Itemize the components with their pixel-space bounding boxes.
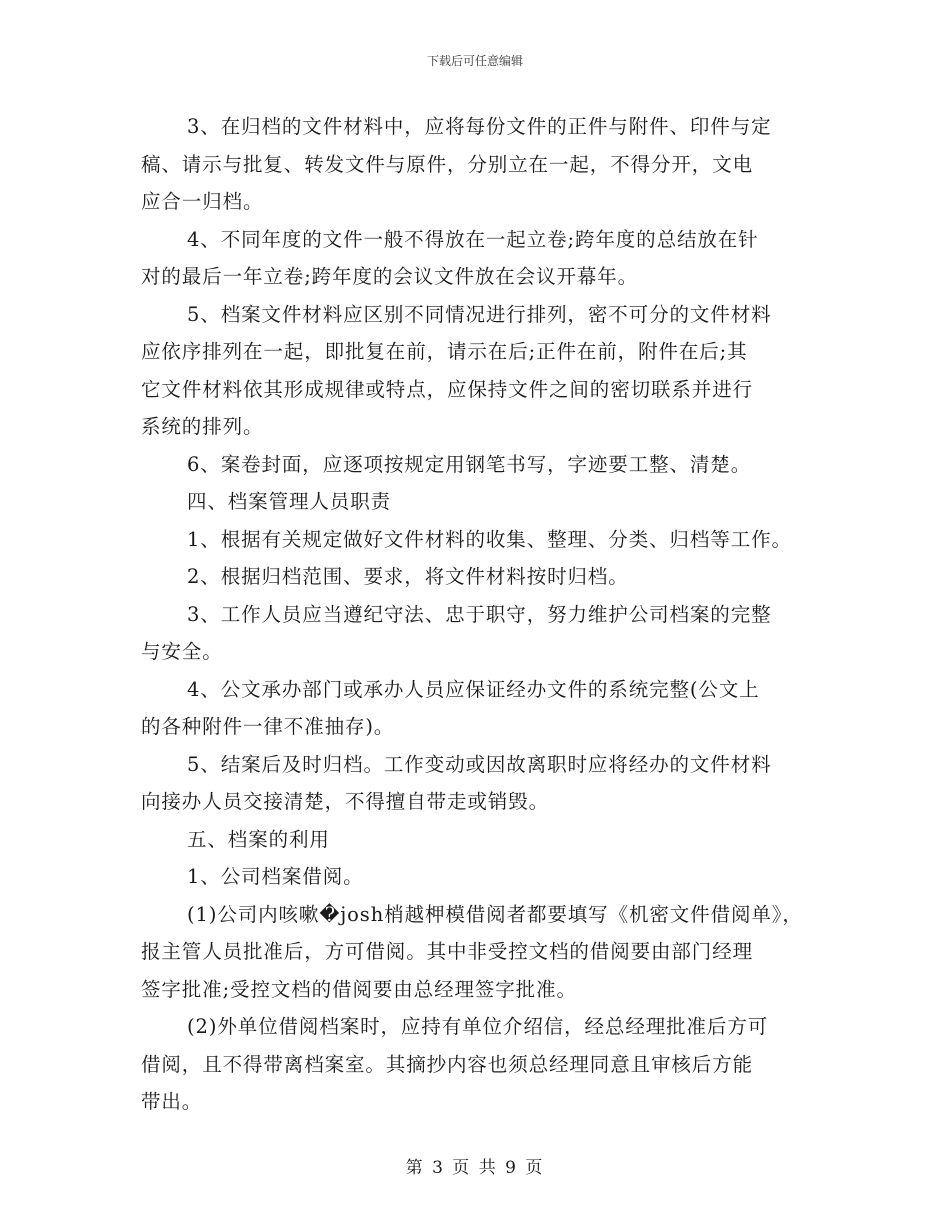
- paragraph: [141, 558, 821, 596]
- document-body: [141, 108, 821, 1121]
- paragraph: [141, 446, 821, 484]
- paragraph-first-line: 2、根据归档范围、要求，将文件材料按时归档。: [187, 565, 629, 588]
- paragraph-first-line: 四、档案管理人员职责: [187, 490, 392, 513]
- paragraph-line: 的各种附件一律不准抽存)。: [141, 715, 395, 738]
- paragraph: [141, 108, 821, 221]
- paragraph-first-line: 3、在归档的文件材料中，应将每份文件的正件与附件、印件与定: [187, 115, 772, 138]
- paragraph-line: 它文件材料依其形成规律或特点，应保持文件之间的密切联系并进行: [141, 377, 754, 401]
- page-header: 下载后可任意编辑: [426, 54, 523, 68]
- paragraph-line: 与安全。: [141, 640, 223, 663]
- paragraph-line: 对的最后一年立卷;跨年度的会议文件放在会议开幕年。: [141, 265, 639, 288]
- paragraph-first-line: 5、档案文件材料应区别不同情况进行排列，密不可分的文件材料: [187, 302, 772, 326]
- paragraph-first-line: 4、不同年度的文件一般不得放在一起立卷;跨年度的总结放在针: [187, 227, 759, 251]
- paragraph-line: 系统的排列。: [141, 415, 264, 438]
- paragraph: [141, 671, 821, 746]
- paragraph-first-line: 4、公文承办部门或承办人员应保证经办文件的系统完整(公文上: [187, 677, 760, 701]
- paragraph: [141, 296, 821, 446]
- paragraph-line: 带出。: [141, 1090, 203, 1113]
- paragraph-first-line: 6、案卷封面，应逐项按规定用钢笔书写，字迹要工整、清楚。: [187, 452, 752, 476]
- paragraph-line: 借阅，且不得带离档案室。其摘抄内容也须总经理同意且审核后方能: [141, 1052, 754, 1076]
- paragraph: [141, 483, 821, 521]
- paragraph-first-line: 1、公司档案借阅。: [187, 865, 364, 888]
- paragraph: [141, 1008, 821, 1121]
- paragraph: [141, 858, 821, 896]
- paragraph-first-line: 3、工作人员应当遵纪守法、忠于职守，努力维护公司档案的完整: [187, 602, 772, 626]
- paragraph-first-line: 1、根据有关规定做好文件材料的收集、整理、分类、归档等工作。: [187, 527, 792, 551]
- page-footer: 第 3 页 共 9 页: [405, 1158, 545, 1178]
- paragraph-line: 报主管人员批准后，方可借阅。其中非受控文档的借阅要由部门经理: [141, 940, 754, 963]
- paragraph-line: 签字批准;受控文档的借阅要由总经理签字批准。: [141, 977, 577, 1001]
- paragraph-first-line: 5、结案后及时归档。工作变动或因故离职时应将经办的文件材料: [187, 752, 772, 776]
- paragraph: [141, 821, 821, 859]
- paragraph-line: 稿、请示与批复、转发文件与原件，分别立在一起，不得分开，文电: [141, 152, 754, 176]
- paragraph-line: 应合一归档。: [141, 190, 264, 213]
- paragraph-first-line: (1)公司内咳嗽�josh梢越柙模借阅者都要填写《机密文件借阅单》，: [187, 902, 803, 926]
- paragraph: [141, 221, 821, 296]
- paragraph-line: 应依序排列在一起，即批复在前，请示在后;正件在前，附件在后;其: [141, 340, 748, 363]
- paragraph: [141, 521, 821, 559]
- paragraph-line: 向接办人员交接清楚，不得擅自带走或销毁。: [141, 790, 550, 813]
- paragraph: [141, 896, 821, 1009]
- paragraph-first-line: 五、档案的利用: [187, 827, 330, 851]
- paragraph-first-line: (2)外单位借阅档案时，应持有单位介绍信，经总经理批准后方可: [187, 1015, 769, 1038]
- paragraph: [141, 596, 821, 671]
- paragraph: [141, 746, 821, 821]
